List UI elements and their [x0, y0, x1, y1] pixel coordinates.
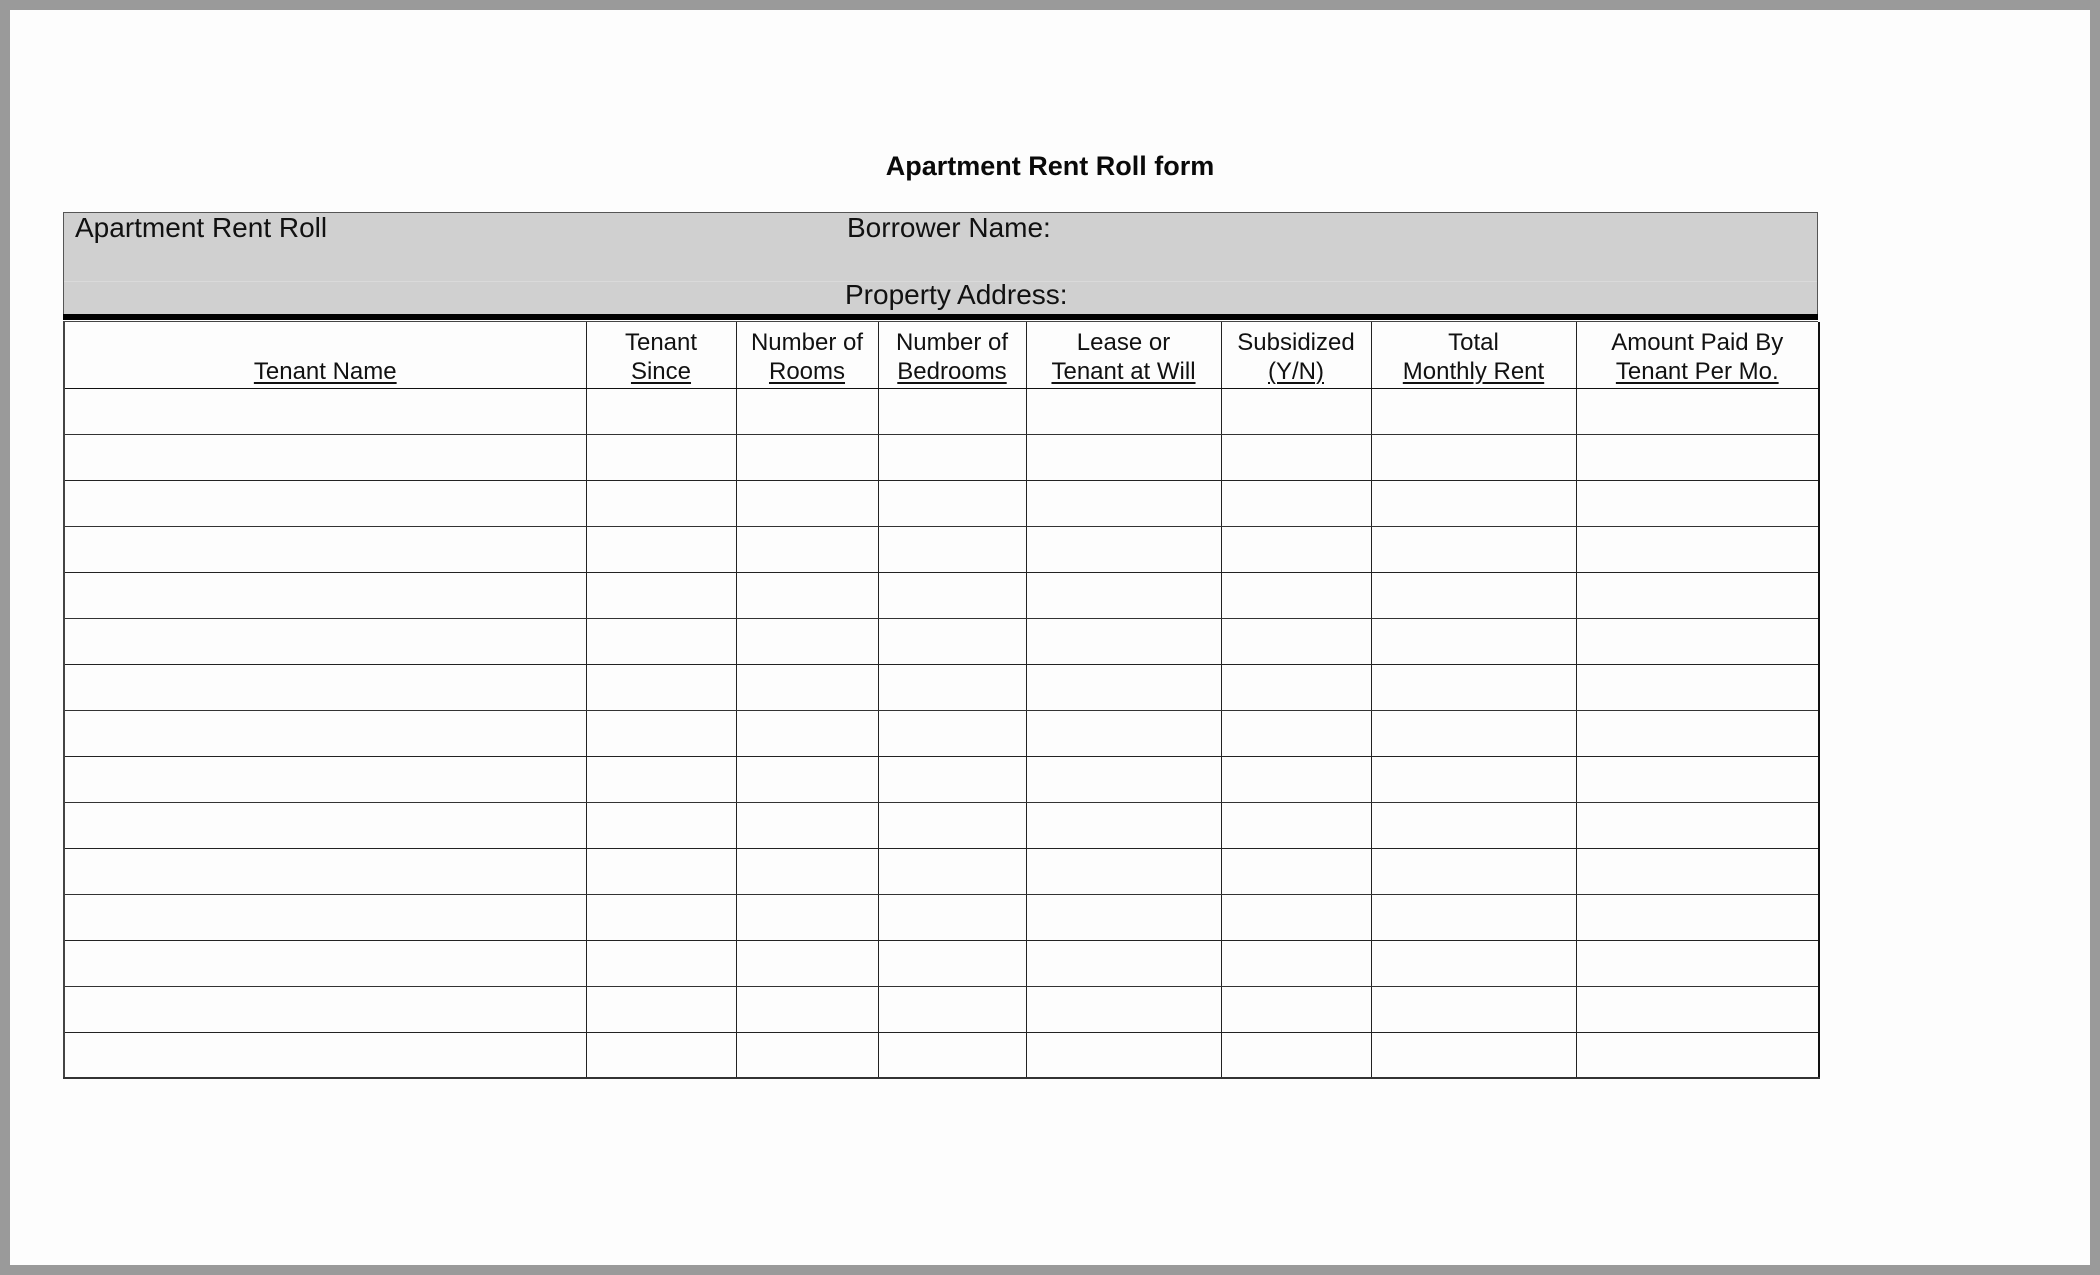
cell-rooms[interactable]	[736, 526, 878, 572]
property-address-label: Property Address:	[845, 279, 1068, 310]
column-header-label: Monthly Rent	[1402, 357, 1545, 385]
cell-total-monthly-rent[interactable]	[1371, 710, 1576, 756]
cell-rooms[interactable]	[736, 480, 878, 526]
cell-subsidized[interactable]	[1221, 480, 1371, 526]
cell-tenant-name[interactable]	[64, 664, 586, 710]
table-row	[64, 802, 1819, 848]
cell-tenant-name[interactable]	[64, 894, 586, 940]
cell-bedrooms[interactable]	[878, 1032, 1026, 1078]
cell-bedrooms[interactable]	[878, 434, 1026, 480]
column-header-label: Bedrooms	[897, 357, 1007, 385]
cell-tenant-since[interactable]	[586, 480, 736, 526]
cell-rooms[interactable]	[736, 940, 878, 986]
cell-rooms[interactable]	[736, 664, 878, 710]
cell-tenant-name[interactable]	[64, 388, 586, 434]
table-row	[64, 1032, 1819, 1078]
cell-lease-type[interactable]	[1026, 618, 1221, 664]
cell-total-monthly-rent[interactable]	[1371, 986, 1576, 1032]
cell-total-monthly-rent[interactable]	[1371, 940, 1576, 986]
cell-rooms[interactable]	[736, 434, 878, 480]
cell-subsidized[interactable]	[1221, 940, 1371, 986]
cell-amount-paid-by-tenant[interactable]	[1576, 756, 1819, 802]
rent-roll-table	[63, 322, 1820, 1079]
column-header-label: Rooms	[768, 357, 846, 385]
cell-bedrooms[interactable]	[878, 940, 1026, 986]
cell-tenant-name[interactable]	[64, 710, 586, 756]
cell-tenant-name[interactable]	[64, 940, 586, 986]
cell-total-monthly-rent[interactable]	[1371, 848, 1576, 894]
cell-tenant-since[interactable]	[586, 986, 736, 1032]
cell-bedrooms[interactable]	[878, 710, 1026, 756]
cell-bedrooms[interactable]	[878, 802, 1026, 848]
cell-bedrooms[interactable]	[878, 526, 1026, 572]
column-header-total-monthly-rent: Total Monthly Rent	[1371, 322, 1576, 388]
cell-rooms[interactable]	[736, 894, 878, 940]
cell-amount-paid-by-tenant[interactable]	[1576, 710, 1819, 756]
cell-subsidized[interactable]	[1221, 848, 1371, 894]
cell-lease-type[interactable]	[1026, 894, 1221, 940]
table-row	[64, 756, 1819, 802]
cell-lease-type[interactable]	[1026, 664, 1221, 710]
cell-tenant-since[interactable]	[586, 894, 736, 940]
cell-lease-type[interactable]	[1026, 1032, 1221, 1078]
cell-tenant-since[interactable]	[586, 618, 736, 664]
cell-subsidized[interactable]	[1221, 664, 1371, 710]
cell-tenant-since[interactable]	[586, 802, 736, 848]
cell-amount-paid-by-tenant[interactable]	[1576, 802, 1819, 848]
cell-lease-type[interactable]	[1026, 848, 1221, 894]
section-label: Apartment Rent Roll	[75, 212, 328, 243]
cell-tenant-name[interactable]	[64, 618, 586, 664]
cell-subsidized[interactable]	[1221, 618, 1371, 664]
cell-rooms[interactable]	[736, 710, 878, 756]
cell-rooms[interactable]	[736, 802, 878, 848]
cell-bedrooms[interactable]	[878, 664, 1026, 710]
table-row	[64, 894, 1819, 940]
cell-bedrooms[interactable]	[878, 986, 1026, 1032]
borrower-name-label: Borrower Name:	[847, 212, 1051, 243]
column-header-label: Since	[630, 357, 692, 385]
cell-subsidized[interactable]	[1221, 894, 1371, 940]
header-row	[64, 322, 1819, 388]
table-row	[64, 618, 1819, 664]
cell-bedrooms[interactable]	[878, 572, 1026, 618]
column-header-tenant-name	[64, 322, 586, 388]
cell-rooms[interactable]	[736, 388, 878, 434]
cell-total-monthly-rent[interactable]	[1371, 434, 1576, 480]
cell-tenant-since[interactable]	[586, 756, 736, 802]
cell-subsidized[interactable]	[1221, 434, 1371, 480]
cell-rooms[interactable]	[736, 1032, 878, 1078]
cell-subsidized[interactable]	[1221, 756, 1371, 802]
table-row	[64, 986, 1819, 1032]
cell-amount-paid-by-tenant[interactable]	[1576, 434, 1819, 480]
cell-bedrooms[interactable]	[878, 480, 1026, 526]
cell-rooms[interactable]	[736, 986, 878, 1032]
cell-total-monthly-rent[interactable]	[1371, 664, 1576, 710]
cell-amount-paid-by-tenant[interactable]	[1576, 848, 1819, 894]
cell-lease-type[interactable]	[1026, 388, 1221, 434]
table-row	[64, 848, 1819, 894]
cell-tenant-since[interactable]	[586, 526, 736, 572]
table-row	[64, 710, 1819, 756]
cell-lease-type[interactable]	[1026, 986, 1221, 1032]
column-header-label: Tenant Name	[253, 357, 397, 385]
cell-tenant-name[interactable]	[64, 434, 586, 480]
cell-tenant-since[interactable]	[586, 664, 736, 710]
cell-total-monthly-rent[interactable]	[1371, 480, 1576, 526]
cell-subsidized[interactable]	[1221, 526, 1371, 572]
cell-tenant-since[interactable]	[586, 572, 736, 618]
cell-lease-type[interactable]	[1026, 434, 1221, 480]
cell-amount-paid-by-tenant[interactable]	[1576, 526, 1819, 572]
column-header-label: Tenant at Will	[1051, 357, 1196, 385]
cell-total-monthly-rent[interactable]	[1371, 756, 1576, 802]
cell-amount-paid-by-tenant[interactable]	[1576, 664, 1819, 710]
cell-lease-type[interactable]	[1026, 802, 1221, 848]
table-body	[64, 388, 1819, 1078]
cell-bedrooms[interactable]	[878, 894, 1026, 940]
cell-tenant-name[interactable]	[64, 802, 586, 848]
cell-total-monthly-rent[interactable]	[1371, 526, 1576, 572]
column-header-label: Tenant Per Mo.	[1615, 357, 1779, 385]
column-header-subsidized: Subsidized (Y/N)	[1221, 322, 1371, 388]
cell-tenant-since[interactable]	[586, 940, 736, 986]
cell-total-monthly-rent[interactable]	[1371, 618, 1576, 664]
cell-tenant-name[interactable]	[64, 526, 586, 572]
cell-amount-paid-by-tenant[interactable]	[1576, 388, 1819, 434]
cell-tenant-name[interactable]	[64, 986, 586, 1032]
table-row	[64, 526, 1819, 572]
cell-amount-paid-by-tenant[interactable]	[1576, 480, 1819, 526]
header-thick-rule	[63, 314, 1818, 320]
table-row	[64, 572, 1819, 618]
cell-total-monthly-rent[interactable]	[1371, 1032, 1576, 1078]
table-row	[64, 664, 1819, 710]
cell-subsidized[interactable]	[1221, 388, 1371, 434]
cell-lease-type[interactable]	[1026, 940, 1221, 986]
table-row	[64, 434, 1819, 480]
document-title: Apartment Rent Roll form	[885, 151, 1215, 181]
cell-tenant-since[interactable]	[586, 848, 736, 894]
column-header-amount-paid-by-tenant: Amount Paid By Tenant Per Mo.	[1576, 322, 1819, 388]
cell-tenant-since[interactable]	[586, 1032, 736, 1078]
table-row	[64, 480, 1819, 526]
cell-amount-paid-by-tenant[interactable]	[1576, 618, 1819, 664]
cell-rooms[interactable]	[736, 618, 878, 664]
cell-amount-paid-by-tenant[interactable]	[1576, 572, 1819, 618]
cell-subsidized[interactable]	[1221, 986, 1371, 1032]
cell-amount-paid-by-tenant[interactable]	[1576, 894, 1819, 940]
cell-total-monthly-rent[interactable]	[1371, 802, 1576, 848]
cell-amount-paid-by-tenant[interactable]	[1576, 1032, 1819, 1078]
column-header-label: (Y/N)	[1268, 357, 1324, 385]
table-row	[64, 940, 1819, 986]
cell-bedrooms[interactable]	[878, 618, 1026, 664]
cell-lease-type[interactable]	[1026, 756, 1221, 802]
cell-rooms[interactable]	[736, 572, 878, 618]
cell-tenant-since[interactable]	[586, 434, 736, 480]
cell-bedrooms[interactable]	[878, 756, 1026, 802]
property-address-field[interactable]	[1090, 279, 1810, 313]
column-header-lease-or-tenant-at-will: Lease or Tenant at Will	[1026, 322, 1221, 388]
cell-total-monthly-rent[interactable]	[1371, 572, 1576, 618]
cell-tenant-name[interactable]	[64, 480, 586, 526]
table-row	[64, 388, 1819, 434]
cell-bedrooms[interactable]	[878, 388, 1026, 434]
cell-amount-paid-by-tenant[interactable]	[1576, 940, 1819, 986]
cell-total-monthly-rent[interactable]	[1371, 894, 1576, 940]
cell-rooms[interactable]	[736, 848, 878, 894]
cell-tenant-name[interactable]	[64, 572, 586, 618]
column-header-number-of-bedrooms: Number of Bedrooms	[878, 322, 1026, 388]
column-header-tenant-since: Tenant Since	[586, 322, 736, 388]
cell-lease-type[interactable]	[1026, 572, 1221, 618]
cell-subsidized[interactable]	[1221, 1032, 1371, 1078]
cell-tenant-name[interactable]	[64, 756, 586, 802]
cell-lease-type[interactable]	[1026, 710, 1221, 756]
cell-total-monthly-rent[interactable]	[1371, 388, 1576, 434]
cell-tenant-since[interactable]	[586, 710, 736, 756]
cell-bedrooms[interactable]	[878, 848, 1026, 894]
cell-lease-type[interactable]	[1026, 480, 1221, 526]
cell-subsidized[interactable]	[1221, 802, 1371, 848]
cell-tenant-name[interactable]	[64, 1032, 586, 1078]
cell-subsidized[interactable]	[1221, 572, 1371, 618]
cell-amount-paid-by-tenant[interactable]	[1576, 986, 1819, 1032]
column-header-number-of-rooms: Number of Rooms	[736, 322, 878, 388]
borrower-name-field[interactable]	[1070, 212, 1810, 248]
cell-tenant-since[interactable]	[586, 388, 736, 434]
cell-subsidized[interactable]	[1221, 710, 1371, 756]
cell-rooms[interactable]	[736, 756, 878, 802]
cell-tenant-name[interactable]	[64, 848, 586, 894]
cell-lease-type[interactable]	[1026, 526, 1221, 572]
